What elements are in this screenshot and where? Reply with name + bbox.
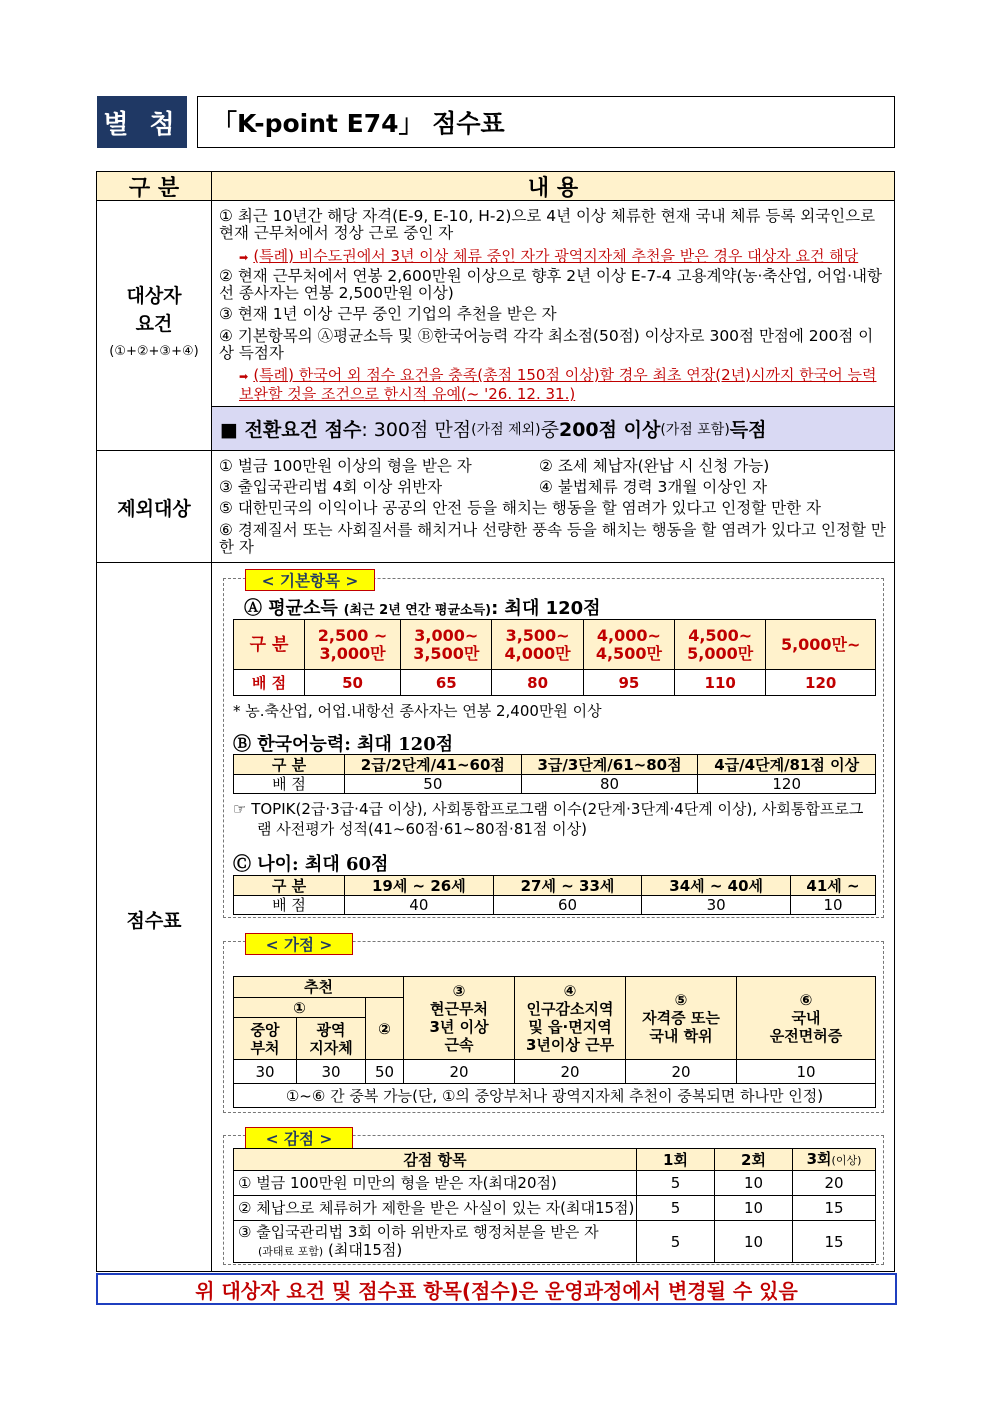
bonus-head-3: ③ 현근무처 3년 이상 근속	[404, 977, 515, 1060]
req-item-4: ④ 기본항목의 Ⓐ평균소득 및 Ⓑ한국어능력 각각 최소점(50점) 이상자로 300점 만점에 200점 이상 득점자	[219, 327, 874, 362]
requirements-label: 대상자 요건	[126, 285, 182, 335]
bonus-head-6: ⑥ 국내 운전면허증	[737, 977, 876, 1060]
penalty-value: 20	[793, 1171, 876, 1196]
req-item-3: ③ 현재 1년 이상 근무 중인 기업의 추천을 받은 자	[219, 305, 557, 323]
income-head-label: 구 분	[234, 620, 305, 670]
income-score-label: 배 점	[234, 670, 305, 696]
bonus-section-label: < 가점 >	[245, 933, 353, 955]
income-score-cell: 110	[675, 670, 766, 696]
req-special-1: ➡ (특례) 비수도권에서 3년 이상 체류 중인 자가 광역지자체 추천을 받은 경우 대상자 요건 해당	[239, 247, 859, 265]
conversion-requirement: ■ 전환요건 점수 : 300점 만점 (가점 제외) 중 200점 이상 (가점 포함) 득점	[212, 406, 894, 450]
korean-note: ☞ TOPIK(2급·3급·4급 이상), 사회통합프로그램 이수(2단계·3단계·4단계 이상), 사회통합프로그램 사전평가 성적(41~60점·61~80점·81점 이상)	[233, 800, 864, 838]
age-score-label: 배 점	[234, 896, 345, 915]
income-note: * 농.축산업, 어업.내항선 종사자는 연봉 2,400만원 이상	[233, 702, 602, 720]
requirements-sub: (①+②+③+④)	[109, 344, 199, 359]
bonus-recommend-head: 추천	[234, 977, 404, 998]
korean-title: Ⓑ 한국어능력: 최대 120점	[233, 734, 454, 755]
penalty-head-item: 감점 항목	[234, 1149, 637, 1171]
exclusions-label: 제외대상	[117, 498, 191, 520]
korean-score-label: 배 점	[234, 775, 345, 794]
penalty-value: 5	[637, 1171, 715, 1196]
bonus-note: ①~⑥ 간 중복 가능(단, ①의 중앙부처나 광역지자체 추천이 중복되면 하나만 인정)	[234, 1084, 876, 1108]
bonus-value: 20	[626, 1060, 737, 1084]
penalty-item: ② 체납으로 체류허가 제한을 받은 사실이 있는 자(최대15점)	[234, 1196, 637, 1221]
penalty-item: ① 벌금 100만원 미만의 형을 받은 자(최대20점)	[234, 1171, 637, 1196]
excl-item-1: ① 벌금 100만원 이상의 형을 받은 자	[219, 457, 472, 475]
penalty-value: 15	[793, 1221, 876, 1263]
korean-head-cell: 3급/3단계/61~80점	[521, 755, 698, 775]
age-head-cell: 34세 ~ 40세	[642, 876, 791, 896]
income-head-cell: 3,500~ 4,000만	[492, 620, 583, 670]
bonus-value: 50	[366, 1060, 404, 1084]
penalty-head-2: 2회	[715, 1149, 793, 1171]
excl-item-2: ② 조세 체납자(완납 시 신청 가능)	[539, 457, 770, 475]
income-head-cell: 5,000만~	[766, 620, 876, 670]
bonus-value: 20	[404, 1060, 515, 1084]
excl-item-4: ④ 불법체류 경력 3개월 이상인 자	[539, 478, 768, 496]
income-title: Ⓐ 평균소득 (최근 2년 연간 평균소득): 최대 120점	[244, 598, 601, 619]
penalty-value: 10	[715, 1196, 793, 1221]
age-score-cell: 10	[791, 896, 876, 915]
penalty-section-label: < 감점 >	[245, 1127, 353, 1149]
income-head-cell: 4,500~ 5,000만	[675, 620, 766, 670]
head-category: 구 분	[97, 172, 211, 200]
req-item-1: ① 최근 10년간 해당 자격(E-9, E-10, H-2)으로 4년 이상 체류한 현재 국내 체류 등록 외국인으로 현재 근무처에서 정상 근로 중인 자	[219, 207, 876, 242]
age-head-cell: 27세 ~ 33세	[493, 876, 642, 896]
basic-section-label: < 기본항목 >	[245, 569, 375, 591]
income-head-cell: 3,000~ 3,500만	[401, 620, 492, 670]
bonus-head-1a: 중앙 부처	[234, 1018, 297, 1060]
penalty-value: 10	[715, 1221, 793, 1263]
page-title: 「K-point E74」 점수표	[197, 96, 895, 148]
special-marker-icon: ➡	[239, 370, 249, 383]
korean-head-label: 구 분	[234, 755, 345, 775]
income-table	[233, 619, 876, 696]
bonus-head-1b: 광역 지자체	[297, 1018, 366, 1060]
age-head-label: 구 분	[234, 876, 345, 896]
income-score-cell: 80	[492, 670, 583, 696]
penalty-head-1: 1회	[637, 1149, 715, 1171]
penalty-head-3: 3회(이상)	[793, 1149, 876, 1171]
bonus-value: 30	[234, 1060, 297, 1084]
korean-head-cell: 4급/4단계/81점 이상	[698, 755, 876, 775]
income-score-cell: 120	[766, 670, 876, 696]
age-score-cell: 40	[345, 896, 494, 915]
bonus-head-4: ④ 인구감소지역 및 읍·면지역 3년이상 근무	[515, 977, 626, 1060]
bonus-head-5: ⑤ 자격증 또는 국내 학위	[626, 977, 737, 1060]
korean-table	[233, 754, 876, 794]
special-marker-icon: ➡	[239, 251, 249, 264]
bonus-value: 10	[737, 1060, 876, 1084]
req-special-2: ➡ (특례) 한국어 외 점수 요건을 충족(총점 150점 이상)할 경우 최초 연장(2년)시까지 한국어 능력 보완할 것을 조건으로 한시적 유예(~ '26. 12. 31.)	[239, 366, 877, 403]
excl-item-3: ③ 출입국관리법 4회 이상 위반자	[219, 478, 443, 496]
income-head-cell: 2,500 ~ 3,000만	[305, 620, 401, 670]
excl-item-6: ⑥ 경제질서 또는 사회질서를 해치거나 선량한 풍속 등을 해치는 행동을 할 염려가 있다고 인정할 만한 자	[219, 521, 886, 556]
age-score-cell: 30	[642, 896, 791, 915]
income-score-cell: 95	[583, 670, 674, 696]
age-score-cell: 60	[493, 896, 642, 915]
korean-score-cell: 80	[521, 775, 698, 794]
korean-head-cell: 2급/2단계/41~60점	[345, 755, 522, 775]
korean-score-cell: 120	[698, 775, 876, 794]
penalty-value: 5	[637, 1196, 715, 1221]
score-label: 점수표	[126, 910, 182, 932]
age-head-cell: 19세 ~ 26세	[345, 876, 494, 896]
bonus-head-1: ①	[234, 998, 366, 1018]
bonus-value: 20	[515, 1060, 626, 1084]
bonus-value: 30	[297, 1060, 366, 1084]
req-item-2: ② 현재 근무처에서 연봉 2,600만원 이상으로 향후 2년 이상 E-7-4 고용계약(농·축산업, 어업·내항선 종사자는 연봉 2,500만원 이상)	[219, 267, 882, 302]
penalty-value: 5	[637, 1221, 715, 1263]
excl-item-5: ⑤ 대한민국의 이익이나 공공의 안전 등을 해치는 행동을 할 염려가 있다고 인정할 만한 자	[219, 499, 822, 517]
age-title: Ⓒ 나이: 최대 60점	[233, 854, 389, 875]
penalty-value: 15	[793, 1196, 876, 1221]
bonus-head-2: ②	[366, 998, 404, 1060]
income-head-cell: 4,000~ 4,500만	[583, 620, 674, 670]
age-table	[233, 875, 876, 915]
head-content: 내 용	[212, 172, 894, 200]
income-score-cell: 65	[401, 670, 492, 696]
penalty-item: ③ 출입국관리법 3회 이하 위반자로 행정처분을 받은 자 (과태료 포함) (최대15점)	[234, 1221, 637, 1263]
korean-score-cell: 50	[345, 775, 522, 794]
penalty-value: 10	[715, 1171, 793, 1196]
attachment-tag: 별 첨	[97, 96, 187, 148]
age-head-cell: 41세 ~	[791, 876, 876, 896]
income-score-cell: 50	[305, 670, 401, 696]
penalty-table	[233, 1148, 876, 1263]
footer-notice: 위 대상자 요건 및 점수표 항목(점수)은 운영과정에서 변경될 수 있음	[96, 1273, 897, 1305]
bonus-table	[233, 976, 876, 1108]
